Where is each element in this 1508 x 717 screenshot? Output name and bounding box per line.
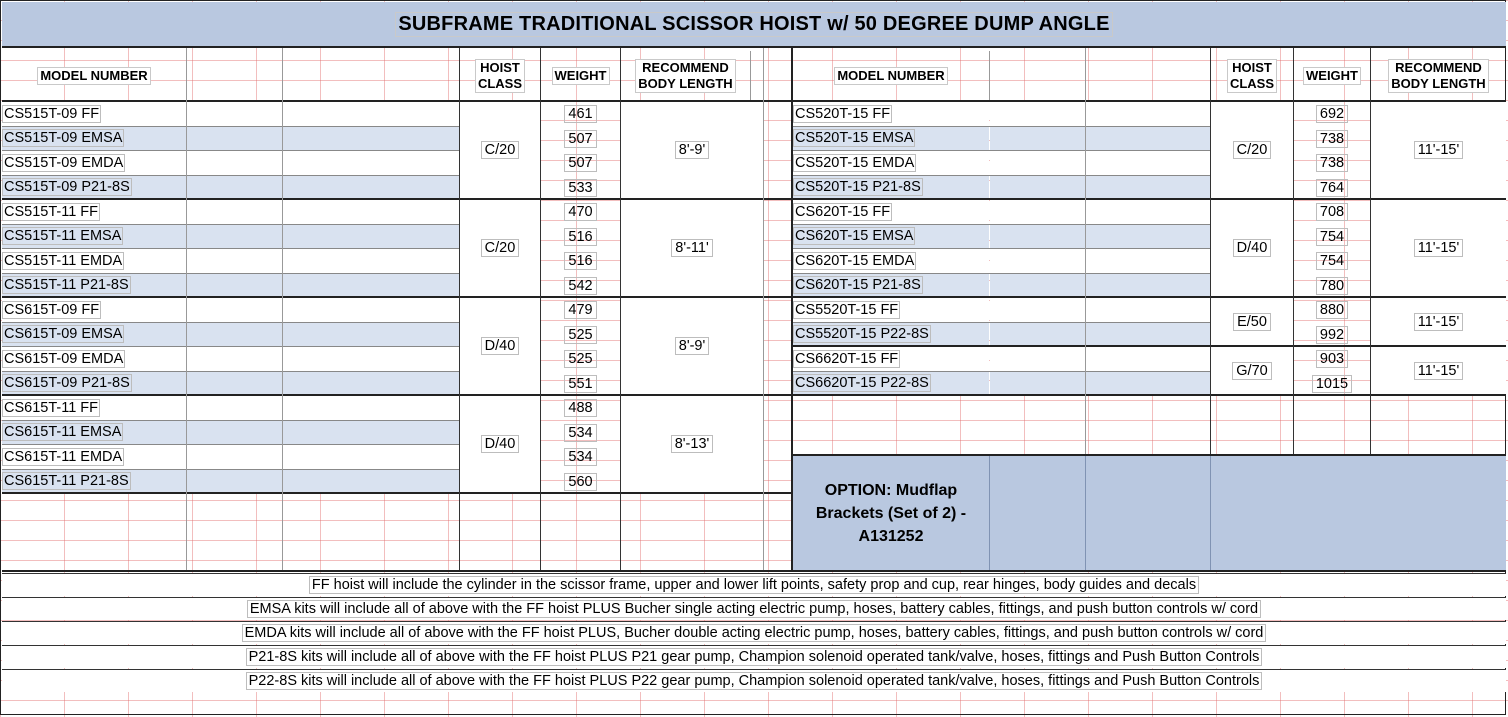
left-blank-cell-2 [283, 347, 459, 371]
hoist-class-value: C/20 [481, 141, 520, 159]
option-top-border [791, 454, 1506, 456]
model-number: CS620T-15 P21-8S [795, 277, 921, 294]
left-hoist-class-cell [460, 298, 540, 394]
left-blank-cell-1 [187, 127, 282, 151]
right-blank-header-2 [1086, 51, 1211, 100]
left-model-cell [2, 151, 186, 175]
right-model-cell [793, 151, 989, 175]
note-p22: P22-8S kits will include all of above with the FF hoist PLUS P22 gear pump, Champion solenoid operated tank/valve, hoses, fittings and Push Button Controls [2, 669, 1506, 692]
model-number: CS615T-11 EMSA [4, 424, 122, 441]
hoist-class-value: D/40 [1233, 239, 1272, 257]
left-blank-cell-2 [283, 274, 459, 298]
right-weight-cell [1294, 250, 1370, 272]
hoist-class-value: D/40 [481, 337, 520, 355]
left-blank-cell-1 [187, 347, 282, 371]
left-model-cell [2, 225, 186, 249]
model-number: CS515T-09 EMSA [4, 130, 123, 147]
right-body-length-cell [1371, 200, 1506, 296]
right-model-header: MODEL NUMBER [793, 51, 990, 100]
weight-value: 764 [1316, 179, 1348, 197]
right-hoist-class-cell [1211, 347, 1293, 394]
weight-value: 542 [564, 277, 596, 295]
model-number: CS515T-11 EMSA [4, 228, 122, 245]
left-model-cell [2, 347, 186, 371]
weight-value: 516 [564, 228, 596, 246]
weight-value: 479 [564, 301, 596, 319]
note-emda: EMDA kits will include all of above with the FF hoist PLUS, Bucher double acting electric pump, hoses, battery cables, fittings, and push button controls w/ cord [2, 621, 1506, 644]
weight-value: 534 [564, 448, 596, 466]
left-blank-cell-2 [283, 200, 459, 224]
model-number: CS615T-09 P21-8S [4, 375, 130, 392]
right-weight-cell [1294, 152, 1370, 174]
right-blank-cell-1 [990, 274, 1085, 298]
left-weight-cell [541, 250, 620, 272]
model-number: CS615T-09 EMSA [4, 326, 123, 343]
right-weight-cell [1294, 373, 1370, 395]
right-blank-cell-1 [990, 372, 1085, 396]
option-divider-2 [1085, 456, 1086, 570]
option-fill-1 [990, 456, 1085, 570]
note-emsa: EMSA kits will include all of above with the FF hoist PLUS Bucher single acting electric pump, hoses, battery cables, fittings, and push button controls w/ cord [2, 597, 1506, 620]
weight-value: 903 [1316, 350, 1348, 368]
right-model-cell [793, 127, 989, 151]
body-length-value: 8'-9' [675, 141, 710, 159]
right-model-cell [793, 298, 989, 322]
right-model-cell [793, 249, 989, 273]
weight-value: 754 [1316, 252, 1348, 270]
left-blank-header-2 [283, 51, 460, 100]
body-length-value: 11'-15' [1414, 239, 1464, 257]
left-blank-cell-1 [187, 225, 282, 249]
left-blank-cell-2 [283, 470, 459, 494]
col-line-9 [1210, 48, 1211, 454]
left-blank-cell-1 [187, 274, 282, 298]
body-length-value: 8'-13' [671, 435, 714, 453]
left-blank-cell-2 [283, 225, 459, 249]
left-hoist-class-header: HOIST CLASS [460, 51, 541, 100]
model-number: CS515T-11 EMDA [4, 252, 123, 269]
left-blank-cell-1 [187, 176, 282, 200]
right-blank-cell-1 [990, 127, 1085, 151]
weight-value: 1015 [1312, 375, 1352, 393]
right-blank-cell-2 [1086, 298, 1210, 322]
left-hoist-class-cell [460, 200, 540, 296]
model-number: CS515T-11 P21-8S [4, 277, 129, 294]
right-blank-cell-2 [1086, 347, 1210, 371]
right-model-cell [793, 372, 989, 396]
weight-value: 516 [564, 252, 596, 270]
right-blank-cell-1 [990, 298, 1085, 322]
right-model-cell [793, 102, 989, 126]
left-blank-cell-2 [283, 372, 459, 396]
left-blank-cell-1 [187, 249, 282, 273]
weight-value: 534 [564, 424, 596, 442]
right-hoist-class-header: HOIST CLASS [1211, 51, 1294, 100]
right-model-cell [793, 225, 989, 249]
left-blank-cell-1 [187, 298, 282, 322]
right-blank-cell-2 [1086, 274, 1210, 298]
right-blank-cell-1 [990, 102, 1085, 126]
left-model-cell [2, 372, 186, 396]
col-line-mid [791, 48, 793, 570]
left-model-cell [2, 323, 186, 347]
right-weight-cell [1294, 324, 1370, 346]
right-blank-cell-2 [1086, 151, 1210, 175]
left-weight-cell [541, 177, 620, 199]
left-model-cell [2, 102, 186, 126]
left-weight-cell [541, 324, 620, 346]
weight-value: 992 [1316, 326, 1348, 344]
model-number: CS515T-11 FF [4, 203, 99, 220]
left-weight-cell [541, 373, 620, 395]
col-line-1 [186, 48, 187, 570]
model-number: CS515T-09 P21-8S [4, 179, 130, 196]
right-model-cell [793, 200, 989, 224]
right-blank-cell-2 [1086, 225, 1210, 249]
left-body-length-cell [621, 298, 763, 394]
weight-value: 560 [564, 473, 596, 491]
right-hoist-class-cell [1211, 200, 1293, 296]
weight-value: 507 [564, 154, 596, 172]
left-blank-cell-1 [187, 421, 282, 445]
left-weight-cell [541, 201, 620, 223]
right-body-length-cell [1371, 102, 1506, 198]
weight-value: 738 [1316, 154, 1348, 172]
right-weight-cell [1294, 103, 1370, 125]
option-fill-2 [1086, 456, 1210, 570]
col-line-11 [1370, 48, 1371, 454]
col-line-10 [1293, 48, 1294, 454]
hoist-class-value: E/50 [1233, 313, 1271, 331]
right-weight-cell [1294, 201, 1370, 223]
hoist-class-value: G/70 [1232, 362, 1271, 380]
right-blank-cell-2 [1086, 249, 1210, 273]
right-blank-header-1 [990, 51, 1086, 100]
left-blank-cell-1 [187, 102, 282, 126]
right-blank-cell-2 [1086, 176, 1210, 200]
col-line-8 [1085, 48, 1086, 454]
model-number: CS6620T-15 FF [795, 350, 899, 367]
left-recommend-header: RECOMMEND BODY LENGTH [621, 51, 751, 100]
left-weight-cell [541, 275, 620, 297]
model-number: CS6620T-15 P22-8S [795, 375, 929, 392]
model-number: CS620T-15 EMDA [795, 252, 915, 269]
note-p21: P21-8S kits will include all of above with the FF hoist PLUS P21 gear pump, Champion solenoid operated tank/valve, hoses, fittings and Push Button Controls [2, 645, 1506, 668]
model-number: CS5520T-15 FF [795, 301, 899, 318]
weight-value: 525 [564, 350, 596, 368]
right-recommend-header: RECOMMEND BODY LENGTH [1371, 51, 1506, 100]
left-weight-cell [541, 226, 620, 248]
weight-value: 780 [1316, 277, 1348, 295]
notes-divider [2, 570, 1506, 572]
left-weight-cell [541, 299, 620, 321]
left-blank-cell-2 [283, 151, 459, 175]
left-model-cell [2, 421, 186, 445]
hoist-class-value: C/20 [481, 239, 520, 257]
left-model-header: MODEL NUMBER [2, 51, 187, 100]
model-number: CS615T-11 P21-8S [4, 473, 129, 490]
note-ff: FF hoist will include the cylinder in the scissor frame, upper and lower lift points, safety prop and cup, rear hinges, body guides and decals [2, 573, 1506, 596]
left-blank-cell-2 [283, 176, 459, 200]
model-number: CS615T-11 FF [4, 399, 99, 416]
left-blank-cell-1 [187, 396, 282, 420]
model-number: CS615T-09 FF [4, 301, 100, 318]
model-number: CS615T-11 EMDA [4, 448, 123, 465]
model-number: CS620T-15 EMSA [795, 228, 914, 245]
left-weight-cell [541, 446, 620, 468]
left-blank-cell-2 [283, 298, 459, 322]
right-blank-cell-2 [1086, 323, 1210, 347]
hoist-class-value: D/40 [481, 435, 520, 453]
right-model-cell [793, 347, 989, 371]
left-model-cell [2, 274, 186, 298]
right-blank-cell-2 [1086, 102, 1210, 126]
left-blank-cell-2 [283, 102, 459, 126]
left-blank-cell-1 [187, 445, 282, 469]
left-hoist-class-cell [460, 102, 540, 198]
body-length-value: 11'-15' [1414, 141, 1464, 159]
weight-value: 488 [564, 399, 596, 417]
model-number: CS515T-09 FF [4, 105, 100, 122]
right-blank-cell-1 [990, 200, 1085, 224]
right-weight-header: WEIGHT [1294, 51, 1371, 100]
col-line-6 [763, 48, 764, 570]
left-blank-cell-2 [283, 445, 459, 469]
col-line-4 [540, 48, 541, 570]
left-model-cell [2, 470, 186, 494]
left-weight-cell [541, 348, 620, 370]
weight-value: 551 [564, 375, 596, 393]
right-blank-cell-2 [1086, 127, 1210, 151]
weight-value: 525 [564, 326, 596, 344]
weight-value: 708 [1316, 203, 1348, 221]
left-body-length-cell [621, 102, 763, 198]
model-number: CS615T-09 EMDA [4, 350, 124, 367]
right-weight-cell [1294, 348, 1370, 370]
weight-value: 461 [564, 105, 596, 123]
left-weight-cell [541, 397, 620, 419]
right-body-length-cell [1371, 298, 1506, 345]
model-number: CS520T-15 P21-8S [795, 179, 921, 196]
right-hoist-class-cell [1211, 298, 1293, 345]
right-weight-cell [1294, 275, 1370, 297]
right-blank-cell-1 [990, 176, 1085, 200]
right-model-cell [793, 323, 989, 347]
left-weight-cell [541, 422, 620, 444]
model-number: CS620T-15 FF [795, 203, 891, 220]
model-number: CS520T-15 FF [795, 105, 891, 122]
left-blank-cell-1 [187, 151, 282, 175]
body-length-value: 11'-15' [1414, 313, 1464, 331]
left-model-cell [2, 396, 186, 420]
left-weight-cell [541, 471, 620, 493]
right-blank-cell-1 [990, 225, 1085, 249]
right-weight-cell [1294, 177, 1370, 199]
right-model-cell [793, 176, 989, 200]
right-body-length-cell [1371, 347, 1506, 394]
right-blank-cell-1 [990, 347, 1085, 371]
option-fill-3 [1211, 456, 1506, 570]
left-model-cell [2, 249, 186, 273]
col-line-5 [620, 48, 621, 570]
weight-value: 880 [1316, 301, 1348, 319]
weight-value: 738 [1316, 130, 1348, 148]
model-number: CS520T-15 EMSA [795, 130, 914, 147]
weight-value: 470 [564, 203, 596, 221]
group-divider [793, 394, 1506, 396]
model-number: CS520T-15 EMDA [795, 154, 915, 171]
left-weight-header: WEIGHT [541, 51, 621, 100]
group-divider [2, 492, 791, 494]
left-hoist-class-cell [460, 396, 540, 492]
weight-value: 533 [564, 179, 596, 197]
right-model-cell [793, 274, 989, 298]
left-model-cell [2, 176, 186, 200]
col-line-3 [459, 48, 460, 570]
left-blank-cell-1 [187, 470, 282, 494]
left-blank-cell-2 [283, 421, 459, 445]
right-blank-cell-2 [1086, 200, 1210, 224]
hoist-class-value: C/20 [1233, 141, 1272, 159]
body-length-value: 8'-11' [671, 239, 712, 257]
weight-value: 692 [1316, 105, 1348, 123]
left-blank-cell-2 [283, 127, 459, 151]
right-weight-cell [1294, 128, 1370, 150]
left-model-cell [2, 445, 186, 469]
col-line-2 [282, 48, 283, 570]
model-number: CS515T-09 EMDA [4, 154, 124, 171]
model-number: CS5520T-15 P22-8S [795, 326, 929, 343]
left-model-cell [2, 200, 186, 224]
left-blank-cell-1 [187, 200, 282, 224]
right-blank-cell-2 [1086, 372, 1210, 396]
body-length-value: 11'-15' [1414, 362, 1464, 380]
option-divider-3 [1210, 456, 1211, 570]
left-blank-cell-2 [283, 249, 459, 273]
left-blank-cell-2 [283, 396, 459, 420]
right-blank-cell-1 [990, 151, 1085, 175]
sheet-title: SUBFRAME TRADITIONAL SCISSOR HOIST w/ 50 DEGREE DUMP ANGLE [2, 2, 1506, 48]
right-blank-cell-1 [990, 323, 1085, 347]
right-weight-cell [1294, 299, 1370, 321]
body-length-value: 8'-9' [675, 337, 710, 355]
left-weight-cell [541, 128, 620, 150]
option-divider-1 [989, 456, 990, 570]
right-weight-cell [1294, 226, 1370, 248]
right-blank-cell-1 [990, 249, 1085, 273]
option-mudflap-brackets: OPTION: Mudflap Brackets (Set of 2) - A131252 [793, 456, 989, 570]
weight-value: 754 [1316, 228, 1348, 246]
weight-value: 507 [564, 130, 596, 148]
left-body-length-cell [621, 396, 763, 492]
left-body-length-cell [621, 200, 763, 296]
left-blank-cell-1 [187, 323, 282, 347]
left-weight-cell [541, 103, 620, 125]
left-model-cell [2, 298, 186, 322]
left-model-cell [2, 127, 186, 151]
right-hoist-class-cell [1211, 102, 1293, 198]
left-blank-cell-2 [283, 323, 459, 347]
left-weight-cell [541, 152, 620, 174]
left-blank-cell-1 [187, 372, 282, 396]
left-blank-header-1 [187, 51, 283, 100]
